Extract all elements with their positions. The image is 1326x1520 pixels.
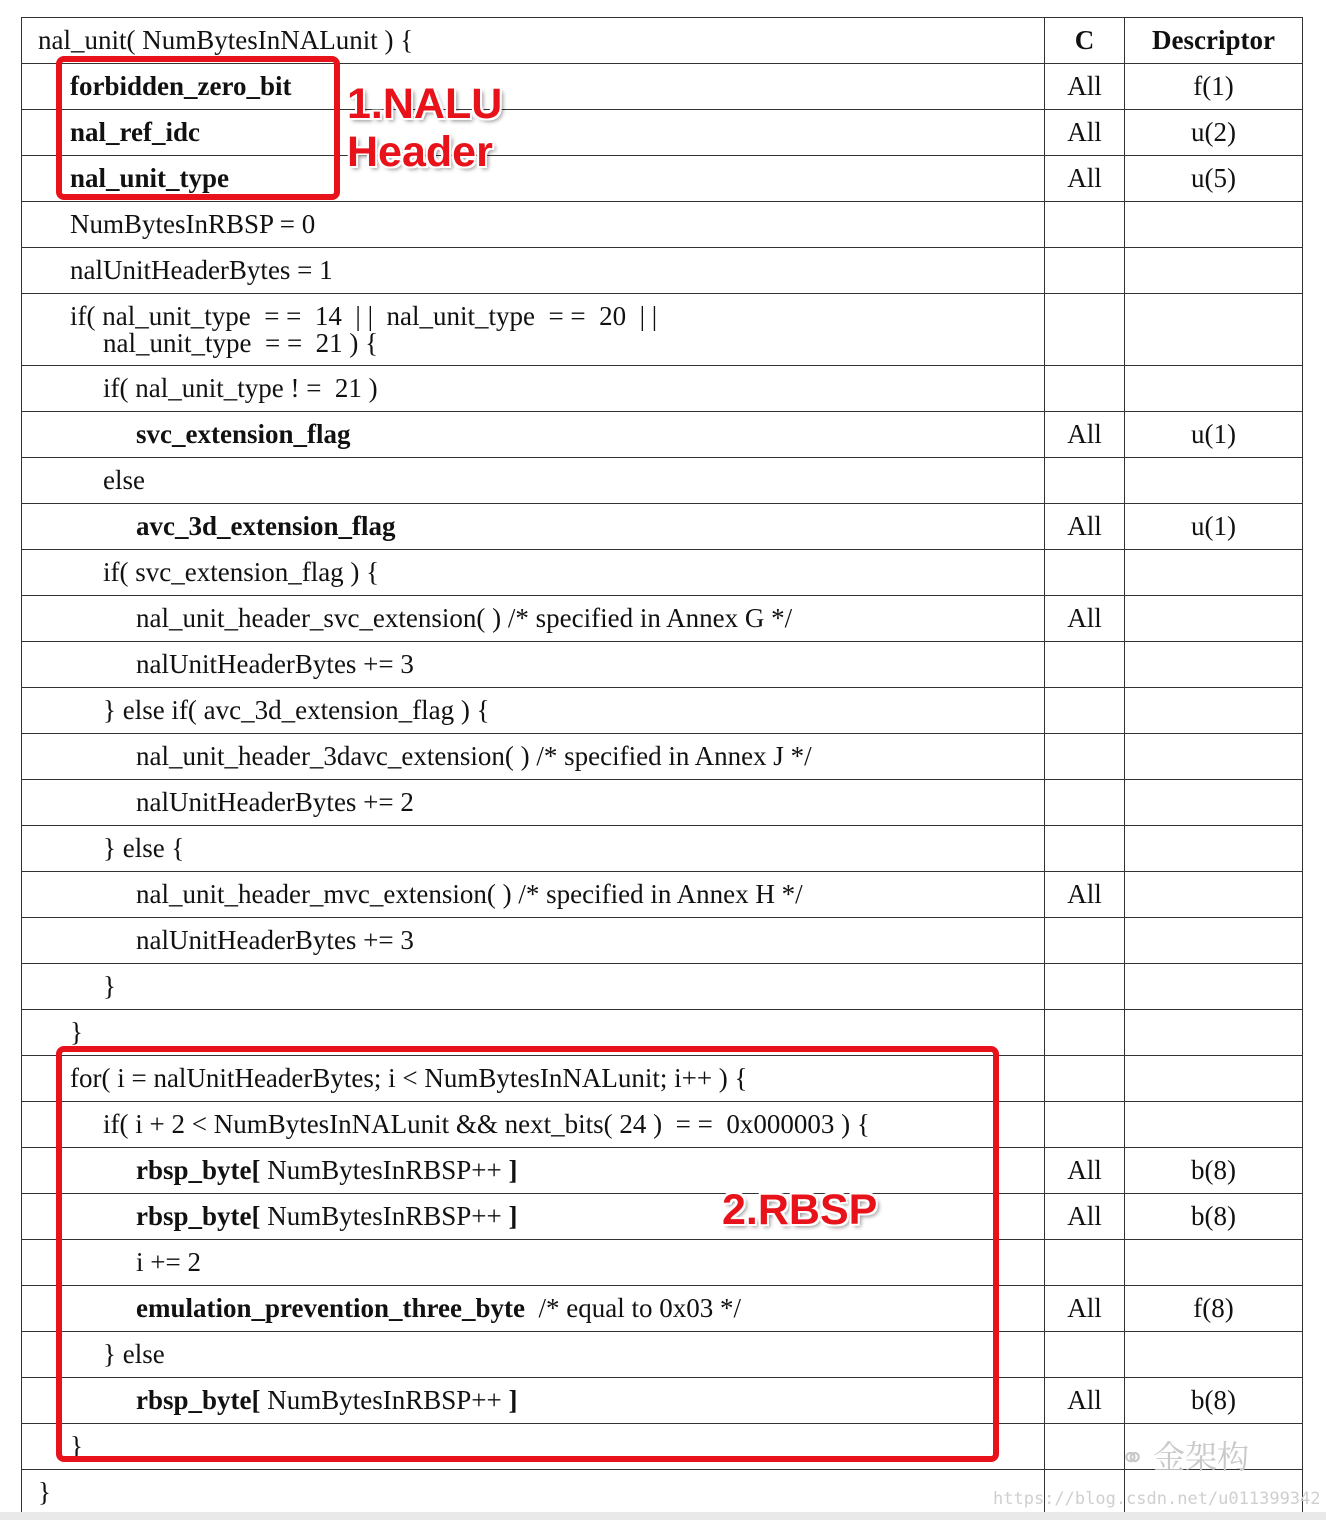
syntax-line (136, 927, 1044, 954)
table-row (22, 872, 1303, 918)
descriptor-cell (1125, 826, 1303, 872)
table-header-row (22, 18, 1303, 64)
syntax-line (136, 789, 1044, 816)
category-cell (1045, 294, 1125, 366)
syntax-line (136, 421, 1044, 448)
syntax-cell (22, 1194, 1045, 1240)
table-row (22, 156, 1303, 202)
syntax-line (136, 1157, 1044, 1184)
syntax-cell (22, 918, 1045, 964)
syntax-element-name: nal_unit_type (70, 163, 230, 193)
syntax-cell (22, 872, 1045, 918)
table-row (22, 458, 1303, 504)
nal-unit-syntax-table (21, 17, 1303, 1516)
category-cell (1045, 1332, 1125, 1378)
descriptor-cell: f(1) (1125, 64, 1303, 110)
nalu-header-label-line2: Header (347, 128, 493, 176)
category-cell (1045, 1240, 1125, 1286)
syntax-line (136, 881, 1044, 908)
table-row (22, 642, 1303, 688)
category-cell (1045, 458, 1125, 504)
syntax-line (136, 513, 1044, 540)
syntax-line (103, 1111, 1044, 1138)
syntax-cell (22, 550, 1045, 596)
syntax-line (70, 1019, 1044, 1046)
descriptor-cell: u(5) (1125, 156, 1303, 202)
category-cell (1045, 826, 1125, 872)
syntax-bracket: ] (508, 1201, 518, 1231)
syntax-text: NumBytesInRBSP++ (260, 1385, 509, 1415)
wechat-icon: ⚭ (1120, 1441, 1146, 1476)
category-cell: All (1045, 872, 1125, 918)
syntax-line (103, 559, 1044, 586)
category-cell (1045, 688, 1125, 734)
category-header: C (1045, 18, 1125, 64)
category-cell (1045, 1424, 1125, 1470)
syntax-cell (22, 1148, 1045, 1194)
syntax-text: nal_unit_header_svc_extension( ) /* specified in Annex G */ (136, 603, 793, 633)
descriptor-cell (1125, 1332, 1303, 1378)
syntax-line (103, 1341, 1044, 1368)
category-cell (1045, 734, 1125, 780)
descriptor-cell (1125, 248, 1303, 294)
category-cell: All (1045, 156, 1125, 202)
table-row (22, 412, 1303, 458)
syntax-line (103, 835, 1044, 862)
syntax-line (70, 211, 1044, 238)
syntax-text: nal_unit_header_mvc_extension( ) /* specified in Annex H */ (136, 879, 803, 909)
syntax-text: nal_unit_header_3davc_extension( ) /* specified in Annex J */ (136, 741, 812, 771)
category-cell: All (1045, 504, 1125, 550)
table-row (22, 1194, 1303, 1240)
table-row (22, 1010, 1303, 1056)
table-row (22, 64, 1303, 110)
syntax-text: else (103, 465, 145, 495)
syntax-cell (22, 110, 1045, 156)
syntax-text: nalUnitHeaderBytes += 3 (136, 925, 414, 955)
table-row (22, 596, 1303, 642)
table-row (22, 1148, 1303, 1194)
table-row (22, 688, 1303, 734)
table-row (22, 1240, 1303, 1286)
nalu-header-label-line1: 1.NALU (347, 80, 503, 128)
descriptor-cell (1125, 688, 1303, 734)
syntax-line (70, 73, 1044, 100)
syntax-line (70, 300, 1044, 331)
descriptor-cell (1125, 872, 1303, 918)
syntax-line (103, 467, 1044, 494)
syntax-line (136, 1203, 1044, 1230)
syntax-body (22, 64, 1303, 1516)
syntax-cell (22, 248, 1045, 294)
descriptor-cell: u(1) (1125, 504, 1303, 550)
syntax-cell (22, 734, 1045, 780)
table-row (22, 918, 1303, 964)
syntax-element-name: emulation_prevention_three_byte (136, 1293, 525, 1323)
category-cell: All (1045, 1194, 1125, 1240)
descriptor-cell (1125, 1010, 1303, 1056)
category-cell (1045, 202, 1125, 248)
category-cell (1045, 1102, 1125, 1148)
syntax-line (136, 1249, 1044, 1276)
category-cell (1045, 550, 1125, 596)
table-row (22, 294, 1303, 366)
table-row (22, 780, 1303, 826)
syntax-text: /* equal to 0x03 */ (524, 1293, 741, 1323)
syntax-text: } (70, 1431, 83, 1461)
syntax-text: } (103, 971, 116, 1001)
watermark-logo-text: 金架构 (1153, 1438, 1250, 1476)
syntax-header: nal_unit( NumBytesInNALunit ) { (22, 18, 1045, 64)
syntax-cell (22, 366, 1045, 412)
table-row (22, 964, 1303, 1010)
syntax-text: } (38, 1477, 51, 1507)
descriptor-header: Descriptor (1125, 18, 1303, 64)
descriptor-cell (1125, 550, 1303, 596)
syntax-text: if( i + 2 < NumBytesInNALunit && next_bits( 24 ) = = 0x000003 ) { (103, 1109, 870, 1139)
syntax-text: nalUnitHeaderBytes = 1 (70, 255, 333, 285)
descriptor-cell (1125, 918, 1303, 964)
syntax-line (70, 257, 1044, 284)
table-row (22, 1056, 1303, 1102)
syntax-line (103, 973, 1044, 1000)
descriptor-cell (1125, 734, 1303, 780)
syntax-cell (22, 1240, 1045, 1286)
table-row (22, 248, 1303, 294)
syntax-line-continued: nal_unit_type = = 21 ) { (103, 327, 379, 358)
category-cell (1045, 366, 1125, 412)
syntax-cell (22, 1286, 1045, 1332)
table-row (22, 1332, 1303, 1378)
table-row (22, 1378, 1303, 1424)
descriptor-cell (1125, 1056, 1303, 1102)
syntax-text: } else if( avc_3d_extension_flag ) { (103, 695, 490, 725)
syntax-element-name: nal_ref_idc (70, 117, 200, 147)
syntax-text: if( svc_extension_flag ) { (103, 557, 380, 587)
syntax-cell (22, 688, 1045, 734)
syntax-text: NumBytesInRBSP++ (260, 1155, 509, 1185)
table-row (22, 504, 1303, 550)
table-row (22, 202, 1303, 248)
table-row (22, 1102, 1303, 1148)
syntax-cell (22, 1056, 1045, 1102)
syntax-element-name: rbsp_byte[ (136, 1385, 261, 1415)
syntax-element-name: forbidden_zero_bit (70, 71, 292, 101)
syntax-text: NumBytesInRBSP++ (260, 1201, 509, 1231)
category-cell (1045, 248, 1125, 294)
syntax-cell (22, 504, 1045, 550)
syntax-line (103, 375, 1044, 402)
syntax-text: i += 2 (136, 1247, 201, 1277)
syntax-element-name: avc_3d_extension_flag (136, 511, 396, 541)
category-cell (1045, 964, 1125, 1010)
descriptor-cell (1125, 366, 1303, 412)
watermark-logo (1120, 1432, 1249, 1478)
syntax-text: } (70, 1017, 83, 1047)
descriptor-cell (1125, 642, 1303, 688)
syntax-line (38, 1479, 1044, 1506)
syntax-line (136, 743, 1044, 770)
syntax-line (136, 1295, 1044, 1322)
watermark-url: https://blog.csdn.net/u011399342 (993, 1489, 1321, 1509)
syntax-cell (22, 294, 1045, 366)
syntax-text: if( nal_unit_type = = 14 | | nal_unit_type = = 20 | | (70, 300, 658, 331)
syntax-cell (22, 156, 1045, 202)
syntax-cell (22, 964, 1045, 1010)
category-cell: All (1045, 412, 1125, 458)
syntax-element-name: svc_extension_flag (136, 419, 351, 449)
syntax-cell (22, 826, 1045, 872)
table-row (22, 366, 1303, 412)
descriptor-cell (1125, 294, 1303, 366)
category-cell (1045, 918, 1125, 964)
syntax-text: } else { (103, 833, 185, 863)
category-cell: All (1045, 64, 1125, 110)
syntax-cell (22, 1102, 1045, 1148)
syntax-text: for( i = nalUnitHeaderBytes; i < NumBytesInNALunit; i++ ) { (70, 1063, 748, 1093)
descriptor-cell: f(8) (1125, 1286, 1303, 1332)
descriptor-cell: b(8) (1125, 1194, 1303, 1240)
category-cell: All (1045, 1148, 1125, 1194)
table-row (22, 1424, 1303, 1470)
category-cell (1045, 1010, 1125, 1056)
rbsp-label: 2.RBSP (722, 1186, 878, 1234)
syntax-line (136, 1387, 1044, 1414)
descriptor-cell (1125, 458, 1303, 504)
syntax-element-name: rbsp_byte[ (136, 1201, 261, 1231)
syntax-cell (22, 780, 1045, 826)
table-row (22, 550, 1303, 596)
category-cell: All (1045, 1286, 1125, 1332)
syntax-cell (22, 458, 1045, 504)
descriptor-cell (1125, 202, 1303, 248)
descriptor-cell: b(8) (1125, 1378, 1303, 1424)
syntax-text: nalUnitHeaderBytes += 2 (136, 787, 414, 817)
syntax-line (136, 651, 1044, 678)
syntax-text: nalUnitHeaderBytes += 3 (136, 649, 414, 679)
syntax-text: } else (103, 1339, 165, 1369)
syntax-line (70, 165, 1044, 192)
category-cell (1045, 780, 1125, 826)
syntax-cell (22, 1010, 1045, 1056)
nalu-header-label (347, 80, 502, 176)
descriptor-cell (1125, 964, 1303, 1010)
syntax-bracket: ] (508, 1155, 518, 1185)
syntax-cell (22, 1332, 1045, 1378)
syntax-line (70, 119, 1044, 146)
syntax-text: if( nal_unit_type ! = 21 ) (103, 373, 378, 403)
syntax-text: NumBytesInRBSP = 0 (70, 209, 316, 239)
syntax-line (136, 605, 1044, 632)
descriptor-cell: u(1) (1125, 412, 1303, 458)
syntax-cell (22, 1378, 1045, 1424)
syntax-element-name: rbsp_byte[ (136, 1155, 261, 1185)
table-row (22, 826, 1303, 872)
descriptor-cell (1125, 1102, 1303, 1148)
syntax-cell (22, 642, 1045, 688)
category-cell: All (1045, 110, 1125, 156)
bottom-edge (0, 1512, 1326, 1520)
syntax-line (70, 1065, 1044, 1092)
table-row (22, 110, 1303, 156)
syntax-cell (22, 1470, 1045, 1516)
table-row (22, 734, 1303, 780)
syntax-cell (22, 202, 1045, 248)
descriptor-cell: b(8) (1125, 1148, 1303, 1194)
category-cell: All (1045, 596, 1125, 642)
syntax-line (103, 697, 1044, 724)
category-cell (1045, 1056, 1125, 1102)
descriptor-cell (1125, 596, 1303, 642)
syntax-cell (22, 1424, 1045, 1470)
table-row (22, 1286, 1303, 1332)
syntax-cell (22, 596, 1045, 642)
category-cell (1045, 642, 1125, 688)
syntax-cell (22, 64, 1045, 110)
category-cell: All (1045, 1378, 1125, 1424)
syntax-cell (22, 412, 1045, 458)
descriptor-cell (1125, 780, 1303, 826)
syntax-bracket: ] (508, 1385, 518, 1415)
descriptor-cell: u(2) (1125, 110, 1303, 156)
descriptor-cell (1125, 1240, 1303, 1286)
syntax-line (70, 1433, 1044, 1460)
